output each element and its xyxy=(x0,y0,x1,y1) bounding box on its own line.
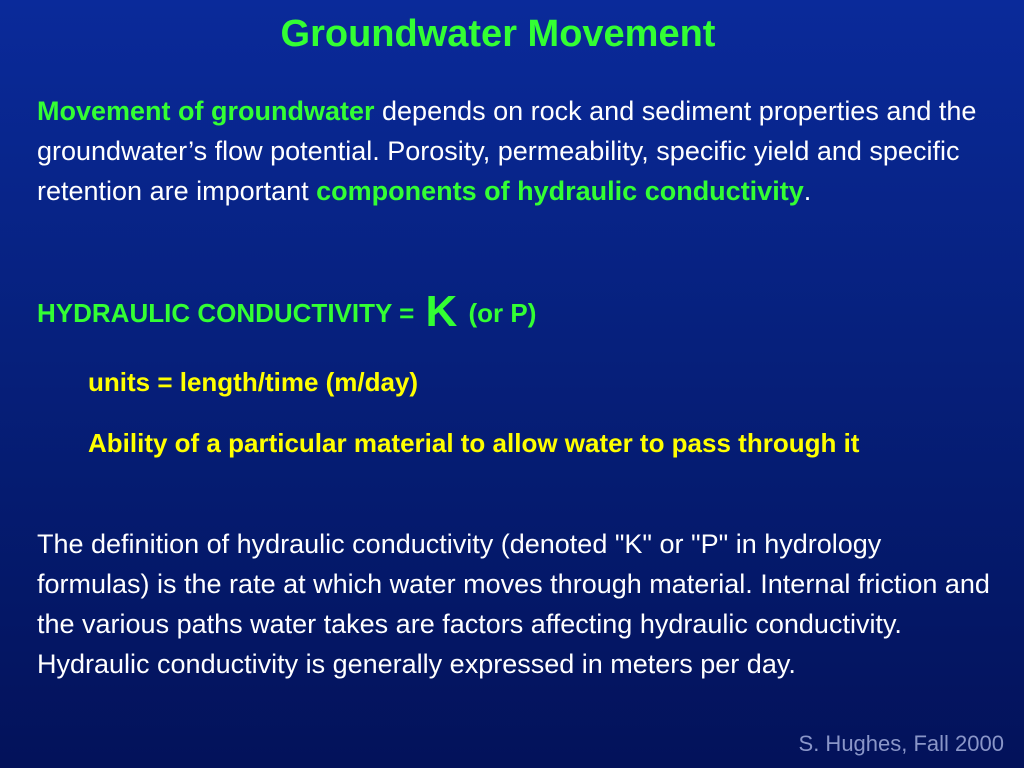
formula-symbol: K xyxy=(425,287,458,336)
definition-paragraph: The definition of hydraulic conductivity (denoted "K" or "P" in hydrology formulas) is the rate at which water moves through material. Internal friction and the various paths water takes are factors affecting hydraulic conductivity. Hydraulic conductivity is generally expressed in meters per day. xyxy=(37,529,990,679)
intro-end-punct: . xyxy=(803,176,812,206)
slide-title: Groundwater Movement xyxy=(280,13,716,55)
formula-line xyxy=(37,288,536,337)
intro-paragraph xyxy=(37,91,997,211)
formula-alt: (or P) xyxy=(468,298,537,328)
units-text: units = length/time (m/day) xyxy=(88,367,419,397)
footer-credit: S. Hughes, Fall 2000 xyxy=(798,731,1004,756)
intro-body: depends on rock and sediment properties and the groundwater’s flow potential. Porosity, permeability, specific yield and specific retention are important xyxy=(37,96,977,206)
formula-label: HYDRAULIC CONDUCTIVITY = xyxy=(37,298,422,328)
intro-end-highlight: components of hydraulic conductivity xyxy=(316,176,804,206)
intro-lead-highlight: Movement of groundwater xyxy=(37,96,375,126)
ability-text: Ability of a particular material to allow water to pass through it xyxy=(88,428,860,458)
